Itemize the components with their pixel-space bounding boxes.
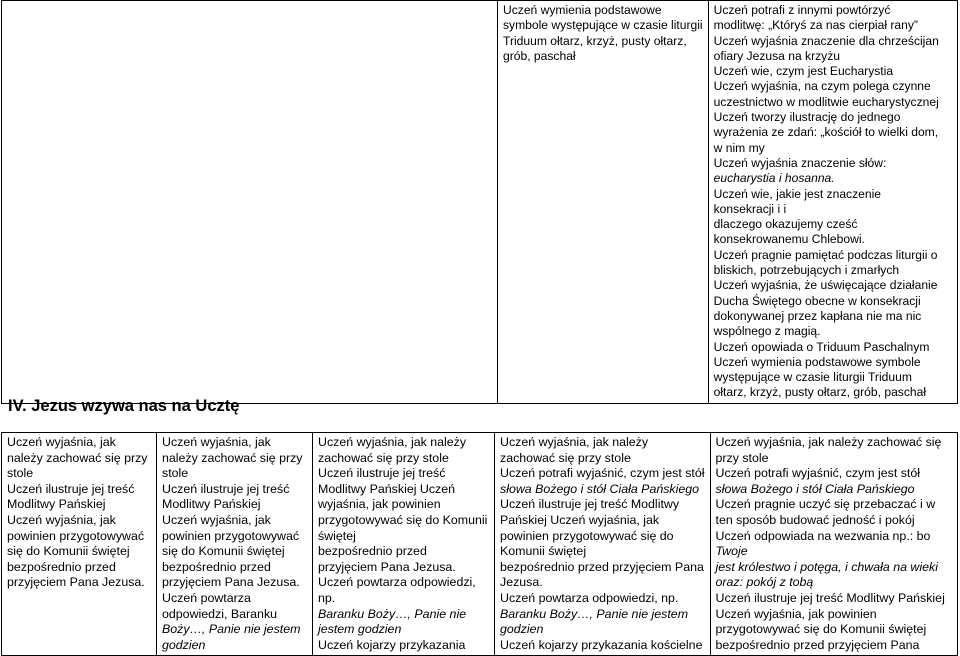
text-line: Triduum ołtarz, krzyż, pusty ołtarz, (503, 33, 687, 48)
text-line: dokonywanej przez kapłana nie ma nic (713, 308, 922, 323)
text-line: eucharystia i hosanna. (713, 171, 835, 186)
text-line: dlaczego okazujemy cześć (713, 217, 858, 232)
text-line: Twoje (715, 544, 748, 559)
top-table (1, 0, 958, 404)
text-line: Uczeń wyjaśnia znaczenie dla chrześcijan (713, 33, 939, 48)
text-line: Uczeń wyjaśnia, jak powinien (715, 606, 877, 621)
top-col2-cell (498, 1, 709, 404)
text-line: jest królestwo i potęga, i chwała na wieki (715, 559, 938, 574)
bottom-col3-text (313, 433, 494, 655)
text-line: Ducha Świętego obecne w konsekracji (713, 293, 921, 308)
text-line: Uczeń powtarza odpowiedzi, (318, 575, 476, 590)
text-line: konsekrowanemu Chlebowi. (713, 232, 865, 247)
text-line: Uczeń opowiada o Triduum Paschalnym (713, 339, 930, 354)
text-line: Uczeń pragnie pamiętać podczas liturgii o (713, 247, 938, 262)
bottom-col2-cell (157, 433, 313, 656)
text-line: Uczeń ilustruje jej treść Modlitwy Pańskiej (715, 590, 945, 605)
text-line: ołtarz, krzyż, pusty ołtarz, grób, paschał (713, 385, 927, 400)
text-line: słowa Bożego i stół Ciała Pańskiego (715, 481, 915, 496)
top-col3-cell (708, 1, 957, 404)
text-line: stole (7, 466, 34, 481)
text-line: Modlitwy Pańskiej (7, 497, 106, 512)
text-line: Uczeń ilustruje jej treść (7, 481, 135, 496)
text-line: Baranku Boży…, Panie nie jestem (500, 606, 689, 621)
text-line: powinien przygotowywać (7, 528, 145, 543)
text-line: bezpośrednio przed przyjęciem Pana (715, 637, 920, 652)
text-line: grób, paschał (503, 48, 576, 63)
text-line: przy stole (715, 450, 769, 465)
text-line: Uczeń wyjaśnia, jak należy (500, 435, 649, 449)
text-line: Uczeń wyjaśnia, że uświęcające działanie (713, 278, 938, 293)
text-line: Uczeń potrafi z innymi powtórzyć (713, 3, 891, 17)
bottom-row (2, 433, 958, 656)
text-line: powinien przygotowywać się do (500, 528, 674, 543)
text-line: wyrażenia ze zdań: „kościół to wielki dom, (713, 125, 939, 140)
text-line: oraz: pokój z tobą (715, 575, 814, 590)
text-line: zachować się przy stole (500, 450, 631, 465)
text-line: bezpośrednio przed przyjęciem Pana (500, 559, 704, 574)
text-line: zachować się przy stole (318, 450, 449, 465)
text-line: ten sposób budować jedność i pokój (715, 512, 915, 527)
bottom-col2-text (157, 433, 312, 655)
top-col1-text (2, 1, 497, 5)
text-line: Jezusa. (500, 575, 543, 590)
text-line: Uczeń powtarza (162, 590, 251, 605)
text-line: wyjaśnia, jak powinien (318, 497, 441, 512)
text-line: Uczeń wyjaśnia, jak należy zachować się (715, 435, 942, 449)
top-col1-cell (2, 1, 498, 404)
text-line: Komunii świętej (500, 544, 587, 559)
text-line: w nim my (713, 140, 765, 155)
text-line: Uczeń wyjaśnia znaczenie słów: (713, 155, 887, 170)
text-line: bezpośrednio przed (162, 559, 271, 574)
bottom-col1-cell (2, 433, 157, 656)
text-line: Uczeń tworzy ilustrację do jednego (713, 110, 901, 125)
text-line: Uczeń ilustruje jej treść (318, 466, 446, 481)
bottom-col4-text (495, 433, 710, 655)
text-line: powinien przygotowywać (162, 528, 300, 543)
text-line: Uczeń wie, czym jest Eucharystia (713, 64, 894, 79)
text-line: bezpośrednio przed (318, 544, 427, 559)
text-line: jestem godzien (318, 622, 402, 637)
section-heading: IV. Jezus wzywa nas na Ucztę (8, 397, 240, 415)
top-col3-text (709, 1, 957, 403)
text-line: stole (162, 466, 189, 481)
text-line: Uczeń ilustruje jej treść Modlitwy (500, 497, 680, 512)
top-row (2, 1, 958, 404)
text-line: się do Komunii świętej (7, 544, 130, 559)
text-line: Uczeń potrafi wyjaśnić, czym jest stół (715, 466, 921, 481)
bottom-col1-text (2, 433, 156, 593)
text-line: Uczeń powtarza odpowiedzi, np. (500, 590, 679, 605)
text-line: odpowiedzi, Baranku (162, 606, 278, 621)
text-line: Uczeń wyjaśnia, jak (162, 512, 271, 527)
text-line: Boży…, Panie nie jestem (162, 622, 301, 637)
text-line: bezpośrednio przed (7, 559, 116, 574)
text-line: konsekracji i i (713, 201, 787, 216)
text-line: przyjęciem Pana Jezusa. (162, 575, 300, 590)
top-col2-text (498, 1, 708, 66)
bottom-col5-text (711, 433, 957, 655)
text-line: Uczeń potrafi wyjaśnić, czym jest stół (500, 466, 705, 481)
text-line: przygotowywać się do Komunii (318, 512, 488, 527)
text-line: Uczeń wyjaśnia, jak (7, 512, 116, 527)
text-line: należy zachować się przy (7, 450, 148, 465)
text-line: Uczeń wie, jakie jest znaczenie (713, 186, 882, 201)
text-line: wspólnego z magią. (713, 324, 821, 339)
text-line: godzien (500, 622, 544, 637)
bottom-col4-cell (495, 433, 711, 656)
text-line: przygotowywać się do Komunii świętej (715, 622, 927, 637)
text-line: Pańskiej Uczeń wyjaśnia, jak (500, 512, 660, 527)
text-line: Modlitwy Pańskiej (162, 497, 261, 512)
text-line: ofiary Jezusa na krzyżu (713, 48, 840, 63)
text-line: Uczeń pragnie uczyć się przebaczać i w (715, 497, 936, 512)
text-line: Uczeń ilustruje jej treść (162, 481, 290, 496)
text-line: symbole występujące w czasie liturgii (503, 18, 703, 33)
text-line: Uczeń kojarzy przykazania (318, 637, 466, 652)
text-line: godzien (162, 637, 206, 652)
text-line: Uczeń kojarzy przykazania kościelne (500, 637, 703, 652)
text-line: należy zachować się przy (162, 450, 303, 465)
text-line: Uczeń wyjaśnia, jak należy (318, 435, 467, 449)
text-line: występujące w czasie liturgii Triduum (713, 370, 912, 385)
bottom-col3-cell (313, 433, 495, 656)
bottom-col5-cell (710, 433, 957, 656)
text-line: Uczeń wyjaśnia, na czym polega czynne (713, 79, 931, 94)
text-line: uczestnictwo w modlitwie eucharystycznej (713, 94, 939, 109)
text-line: słowa Bożego i stół Ciała Pańskiego (500, 481, 700, 496)
text-line: Uczeń wyjaśnia, jak (162, 435, 271, 449)
text-line: np. (318, 590, 336, 605)
text-line: przyjęciem Pana Jezusa. (318, 559, 456, 574)
text-line: przyjęciem Pana Jezusa. (7, 575, 145, 590)
text-line: Uczeń wyjaśnia, jak (7, 435, 116, 449)
bottom-table (1, 432, 958, 656)
text-line: Modlitwy Pańskiej Uczeń (318, 481, 456, 496)
text-line: modlitwę: „Któryś za nas cierpiał rany” (713, 18, 918, 33)
text-line: świętej (318, 528, 356, 543)
text-line: Uczeń odpowiada na wezwania np.: bo (715, 528, 931, 543)
text-line: Uczeń wymienia podstawowe symbole (713, 354, 921, 369)
text-line: Baranku Boży…, Panie nie (318, 606, 467, 621)
text-line: bliskich, potrzebujących i zmarłych (713, 263, 900, 278)
text-line: Uczeń wymienia podstawowe (503, 3, 662, 17)
text-line: się do Komunii świętej (162, 544, 285, 559)
